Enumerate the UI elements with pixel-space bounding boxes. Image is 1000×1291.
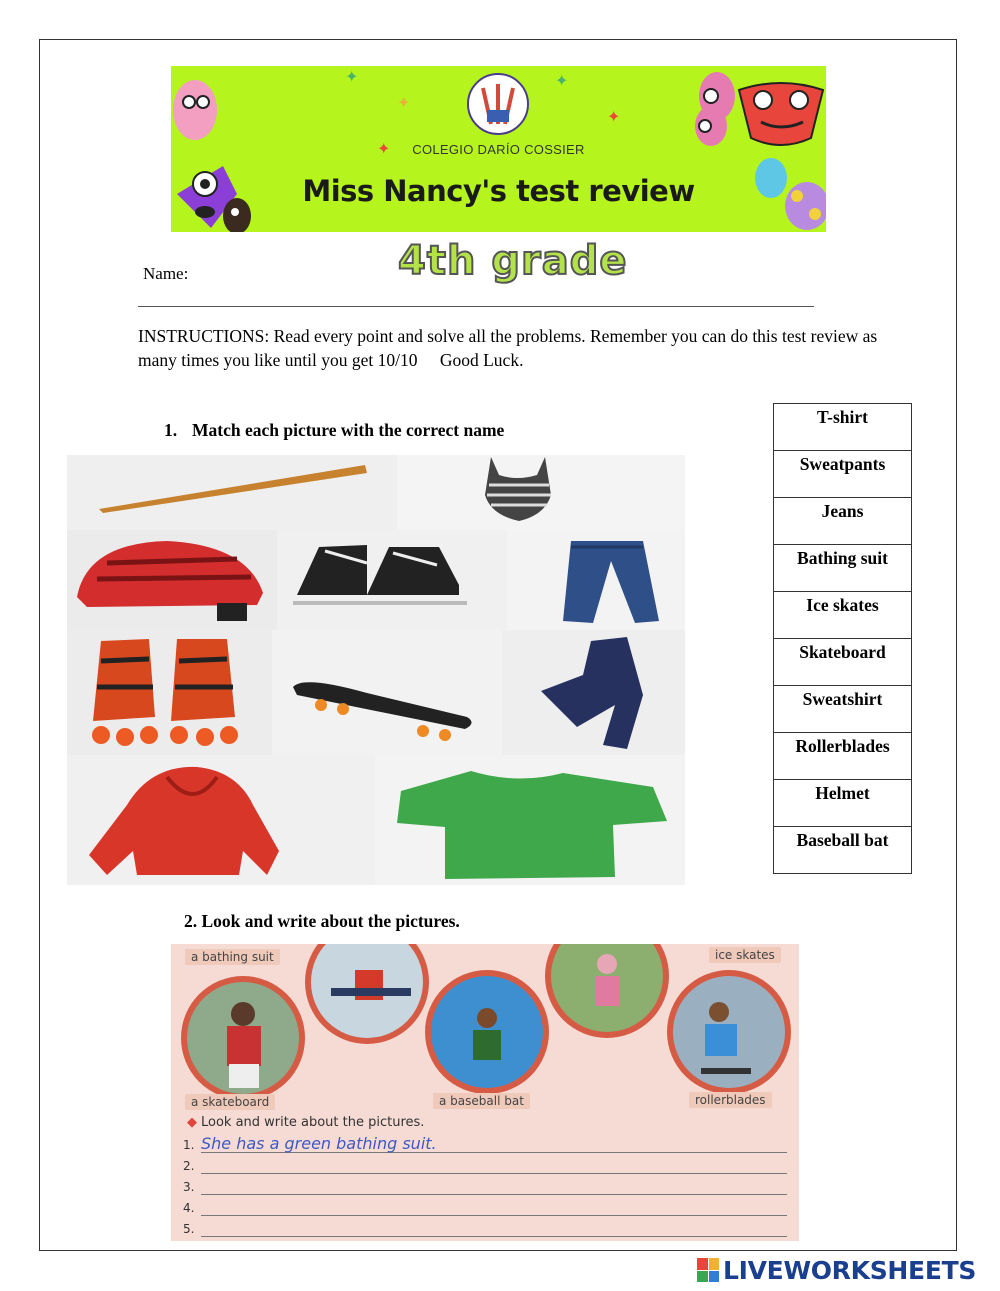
answer-line[interactable]: [183, 1201, 194, 1215]
word-bank-cell[interactable]: Ice skates: [774, 592, 912, 639]
name-label: Name:: [143, 264, 189, 283]
answer-line[interactable]: [183, 1180, 194, 1194]
line-number: 2.: [183, 1159, 195, 1173]
word-bank-cell[interactable]: Helmet: [774, 780, 912, 827]
label-tag: a skateboard: [185, 1094, 275, 1110]
question-1-text: Match each picture with the correct name: [192, 420, 505, 440]
word-bank-cell[interactable]: Skateboard: [774, 639, 912, 686]
line-number: 5.: [183, 1222, 195, 1236]
example-answer: She has a green bathing suit.: [201, 1134, 437, 1153]
question-2-heading: 2. Look and write about the pictures.: [184, 911, 460, 931]
answer-line[interactable]: [183, 1222, 194, 1236]
rollerblader-photo: [545, 944, 669, 1038]
baseball-player-photo: [181, 976, 305, 1100]
textbook-instruction: [187, 1115, 424, 1130]
word-bank-cell[interactable]: Baseball bat: [774, 827, 912, 874]
grade-heading: 4th grade: [398, 238, 628, 284]
svg-text:✦: ✦: [377, 139, 391, 158]
name-answer-line[interactable]: [138, 306, 814, 307]
textbook-exercise: [171, 944, 799, 1241]
label-tag: a baseball bat: [433, 1093, 530, 1109]
svg-text:✦: ✦: [555, 71, 569, 90]
school-name: COLEGIO DARÍO COSSIER: [412, 142, 585, 157]
photo-collage: [67, 455, 685, 885]
instructions-text: INSTRUCTIONS: Read every point and solve all the problems. Remember you can do this test review as many times you like until you get 10/10 Good Luck.: [138, 326, 878, 370]
label-tag: ice skates: [709, 947, 781, 963]
word-bank-table: [773, 403, 912, 874]
header-banner: [171, 66, 826, 232]
liveworksheets-mark-icon: [697, 1258, 719, 1282]
bullet-icon: ◆: [187, 1115, 197, 1130]
svg-text:✦: ✦: [607, 107, 621, 126]
word-bank-cell[interactable]: Rollerblades: [774, 733, 912, 780]
answer-line[interactable]: [183, 1138, 194, 1152]
banner-title: Miss Nancy's test review: [302, 174, 695, 208]
textbook-instruction-text: Look and write about the pictures.: [201, 1115, 425, 1130]
question-1-heading: [164, 420, 504, 441]
swimmer-photo: [425, 970, 549, 1094]
line-number: 3.: [183, 1180, 195, 1194]
word-bank-cell[interactable]: Sweatpants: [774, 451, 912, 498]
svg-text:✦: ✦: [345, 67, 359, 86]
word-bank-cell[interactable]: T-shirt: [774, 404, 912, 451]
liveworksheets-logo[interactable]: [697, 1256, 976, 1284]
svg-text:✦: ✦: [397, 93, 411, 112]
answer-line[interactable]: [183, 1159, 194, 1173]
label-tag: rollerblades: [689, 1092, 772, 1108]
ice-skater-photo: [305, 944, 429, 1044]
line-number: 1.: [183, 1138, 195, 1152]
question-1-number: 1.: [164, 420, 178, 440]
word-bank-cell[interactable]: Bathing suit: [774, 545, 912, 592]
collage-art: [67, 455, 685, 885]
word-bank-cell[interactable]: Jeans: [774, 498, 912, 545]
brand-text: LIVEWORKSHEETS: [723, 1255, 977, 1285]
skateboarder-photo: [667, 970, 791, 1094]
word-bank-cell[interactable]: Sweatshirt: [774, 686, 912, 733]
line-number: 4.: [183, 1201, 195, 1215]
label-tag: a bathing suit: [185, 949, 280, 965]
